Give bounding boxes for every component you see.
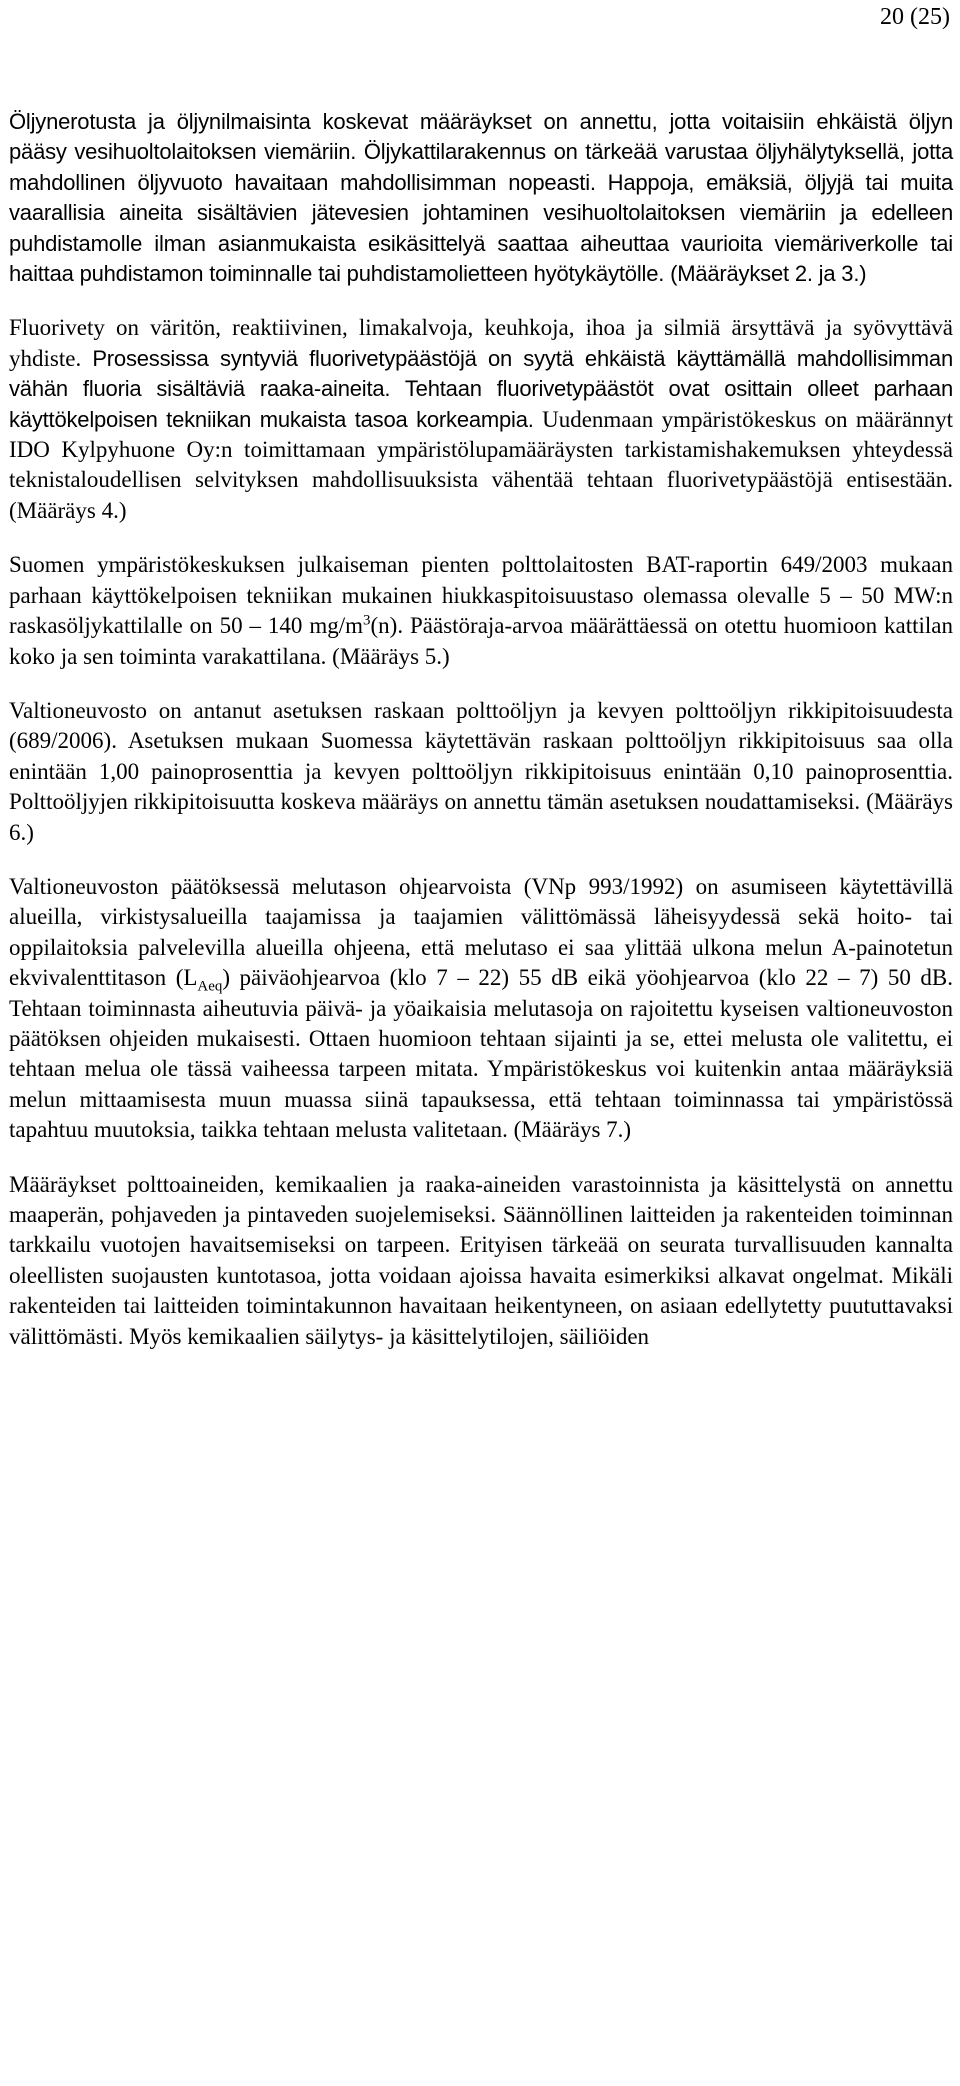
paragraph-oil-separation (9, 107, 953, 289)
document-body (9, 107, 953, 1376)
paragraph-hydrogen-fluoride (9, 313, 953, 526)
paragraph-sulphur-content (9, 696, 953, 848)
paragraph-hydrogen-fluoride-text-b: Prosessissa syntyviä fluorivetypäästöjä on syytä ehkäistä käyttämällä mahdollisimman vähän fluoria sisältäviä raaka-aineita. Tehtaan fluorivetypäästöt ovat osittain olleet parhaan käyttökelpoisen tekniikan mukaista tasoa korkeampia. (9, 345, 954, 432)
paragraph-bat-report-text-b: (n). Päästöraja-arvoa määrättäessä on otettu huomioon kattilan koko ja sen toiminta varakattilana. (Määräys 5.) (9, 613, 953, 669)
page-number: 20 (25) (880, 4, 950, 30)
paragraph-storage-regulations (9, 1170, 953, 1352)
paragraph-noise-levels (9, 872, 953, 1146)
paragraph-bat-report (9, 550, 953, 672)
paragraph-noise-levels-text-b: ) päiväohjearvoa (klo 7 – 22) 55 dB eikä yöohjearvoa (klo 22 – 7) 50 dB. Tehtaan toiminnasta aiheutuvia päivä- ja yöaikaisia melutasoja on rajoitettu kyseisen valtioneuvoston päätöksen ohjeiden mukaisesti. Ottaen huomioon tehtaan sijainti ja se, ettei melusta ole valitettu, ei tehtaan melua ole tässä vaiheessa tarpeen mitata. Ympäristökeskus voi kuitenkin antaa määräyksiä melun mittaamisesta muun muassa siinä tapauksessa, että tehtaan toiminnassa tai ympäristössä tapahtuu muutoksia, taikka tehtaan melusta valitetaan. (Määräys 7.) (9, 965, 953, 1143)
subscript-aeq: Aeq (197, 978, 223, 995)
paragraph-oil-separation-text-a: Öljynerotusta ja öljynilmaisinta koskevat määräykset on annettu, jotta voitaisiin ehkäistä öljyn pääsy vesihuoltolaitoksen viemäriin. Öljykattilarakennus on tärkeää varustaa öljyhälytyksellä, jotta mahdollinen öljyvuoto havaitaan mahdollisimman nopeasti. (9, 109, 953, 195)
superscript-three: 3 (363, 612, 371, 629)
paragraph-hydrogen-fluoride-text-c: Uudenmaan ympäristökeskus on määrännyt IDO Kylpyhuone Oy:n toimittamaan ympäristölupamääräysten tarkistamishakemuksen yhteydessä teknistaloudellisen selvityksen mahdollisuuksista vähentää tehtaan fluorivetypäästöjä entisestään. (Määräys 4.) (9, 406, 953, 523)
paragraph-noise-levels-text-a: Valtioneuvoston päätöksessä melutason ohjearvoista (VNp 993/1992) on asumiseen käytettävillä alueilla, virkistysalueilla taajamissa ja taajamien välittömässä läheisyydessä sekä hoito- tai oppilaitoksia palvelevilla alueilla ohjeena, että melutaso ei saa ylittää ulkona melun A-painotetun ekvivalenttitason (L (9, 873, 953, 991)
paragraph-bat-report-text-a: Suomen ympäristökeskuksen julkaiseman pienten polttolaitosten BAT-raportin 649/2003 mukaan parhaan käyttökelpoisen tekniikan mukainen hiukkaspitoisuustaso olemassa olevalle 5 – 50 MW:n raskasöljykattilalle on 50 – 140 mg/m (9, 552, 953, 639)
paragraph-storage-regulations-text: Määräykset polttoaineiden, kemikaalien ja raaka-aineiden varastoinnista ja käsittelystä on annettu maaperän, pohjaveden ja pintaveden suojelemiseksi. Säännöllinen laitteiden ja rakenteiden toiminnan tarkkailu vuotojen havaitsemiseksi on tarpeen. Erityisen tärkeää on seurata turvallisuuden kannalta oleellisten suojausten kuntotasoa, jotta voidaan ajoissa havaita esimerkiksi alkavat ongelmat. Mikäli rakenteiden tai laitteiden toimintakunnon havaitaan heikentyneen, on asiaan edellytetty puututtavaksi välittömästi. Myös kemikaalien säilytys- ja käsittelytilojen, säiliöiden (9, 1171, 953, 1349)
paragraph-sulphur-content-text: Valtioneuvosto on antanut asetuksen raskaan polttoöljyn ja kevyen polttoöljyn rikkipitoisuudesta (689/2006). Asetuksen mukaan Suomessa käytettävän raskaan polttoöljyn rikkipitoisuus saa olla enintään 1,00 painoprosenttia ja kevyen polttoöljyn rikkipitoisuus enintään 0,10 painoprosenttia. Polttoöljyjen rikkipitoisuutta koskeva määräys on annettu tämän asetuksen noudattamiseksi. (Määräys 6.) (9, 697, 953, 845)
paragraph-oil-separation-text-b: Happoja, emäksiä, öljyjä tai muita vaarallisia aineita sisältävien jätevesien johtaminen vesihuoltolaitoksen viemäriin ja edelleen puhdistamolle ilman asianmukaista esikäsittelyä saattaa aiheuttaa vaurioita viemäriverkolle tai haittaa puhdistamon toiminnalle tai puhdistamolietteen hyötykäytölle. (Määräykset 2. ja 3.) (9, 169, 953, 287)
paragraph-hydrogen-fluoride-text-a: Fluorivety on väritön, reaktiivinen, limakalvoja, keuhkoja, ihoa ja silmiä ärsyttävä ja syövyttävä yhdiste. (9, 315, 953, 371)
